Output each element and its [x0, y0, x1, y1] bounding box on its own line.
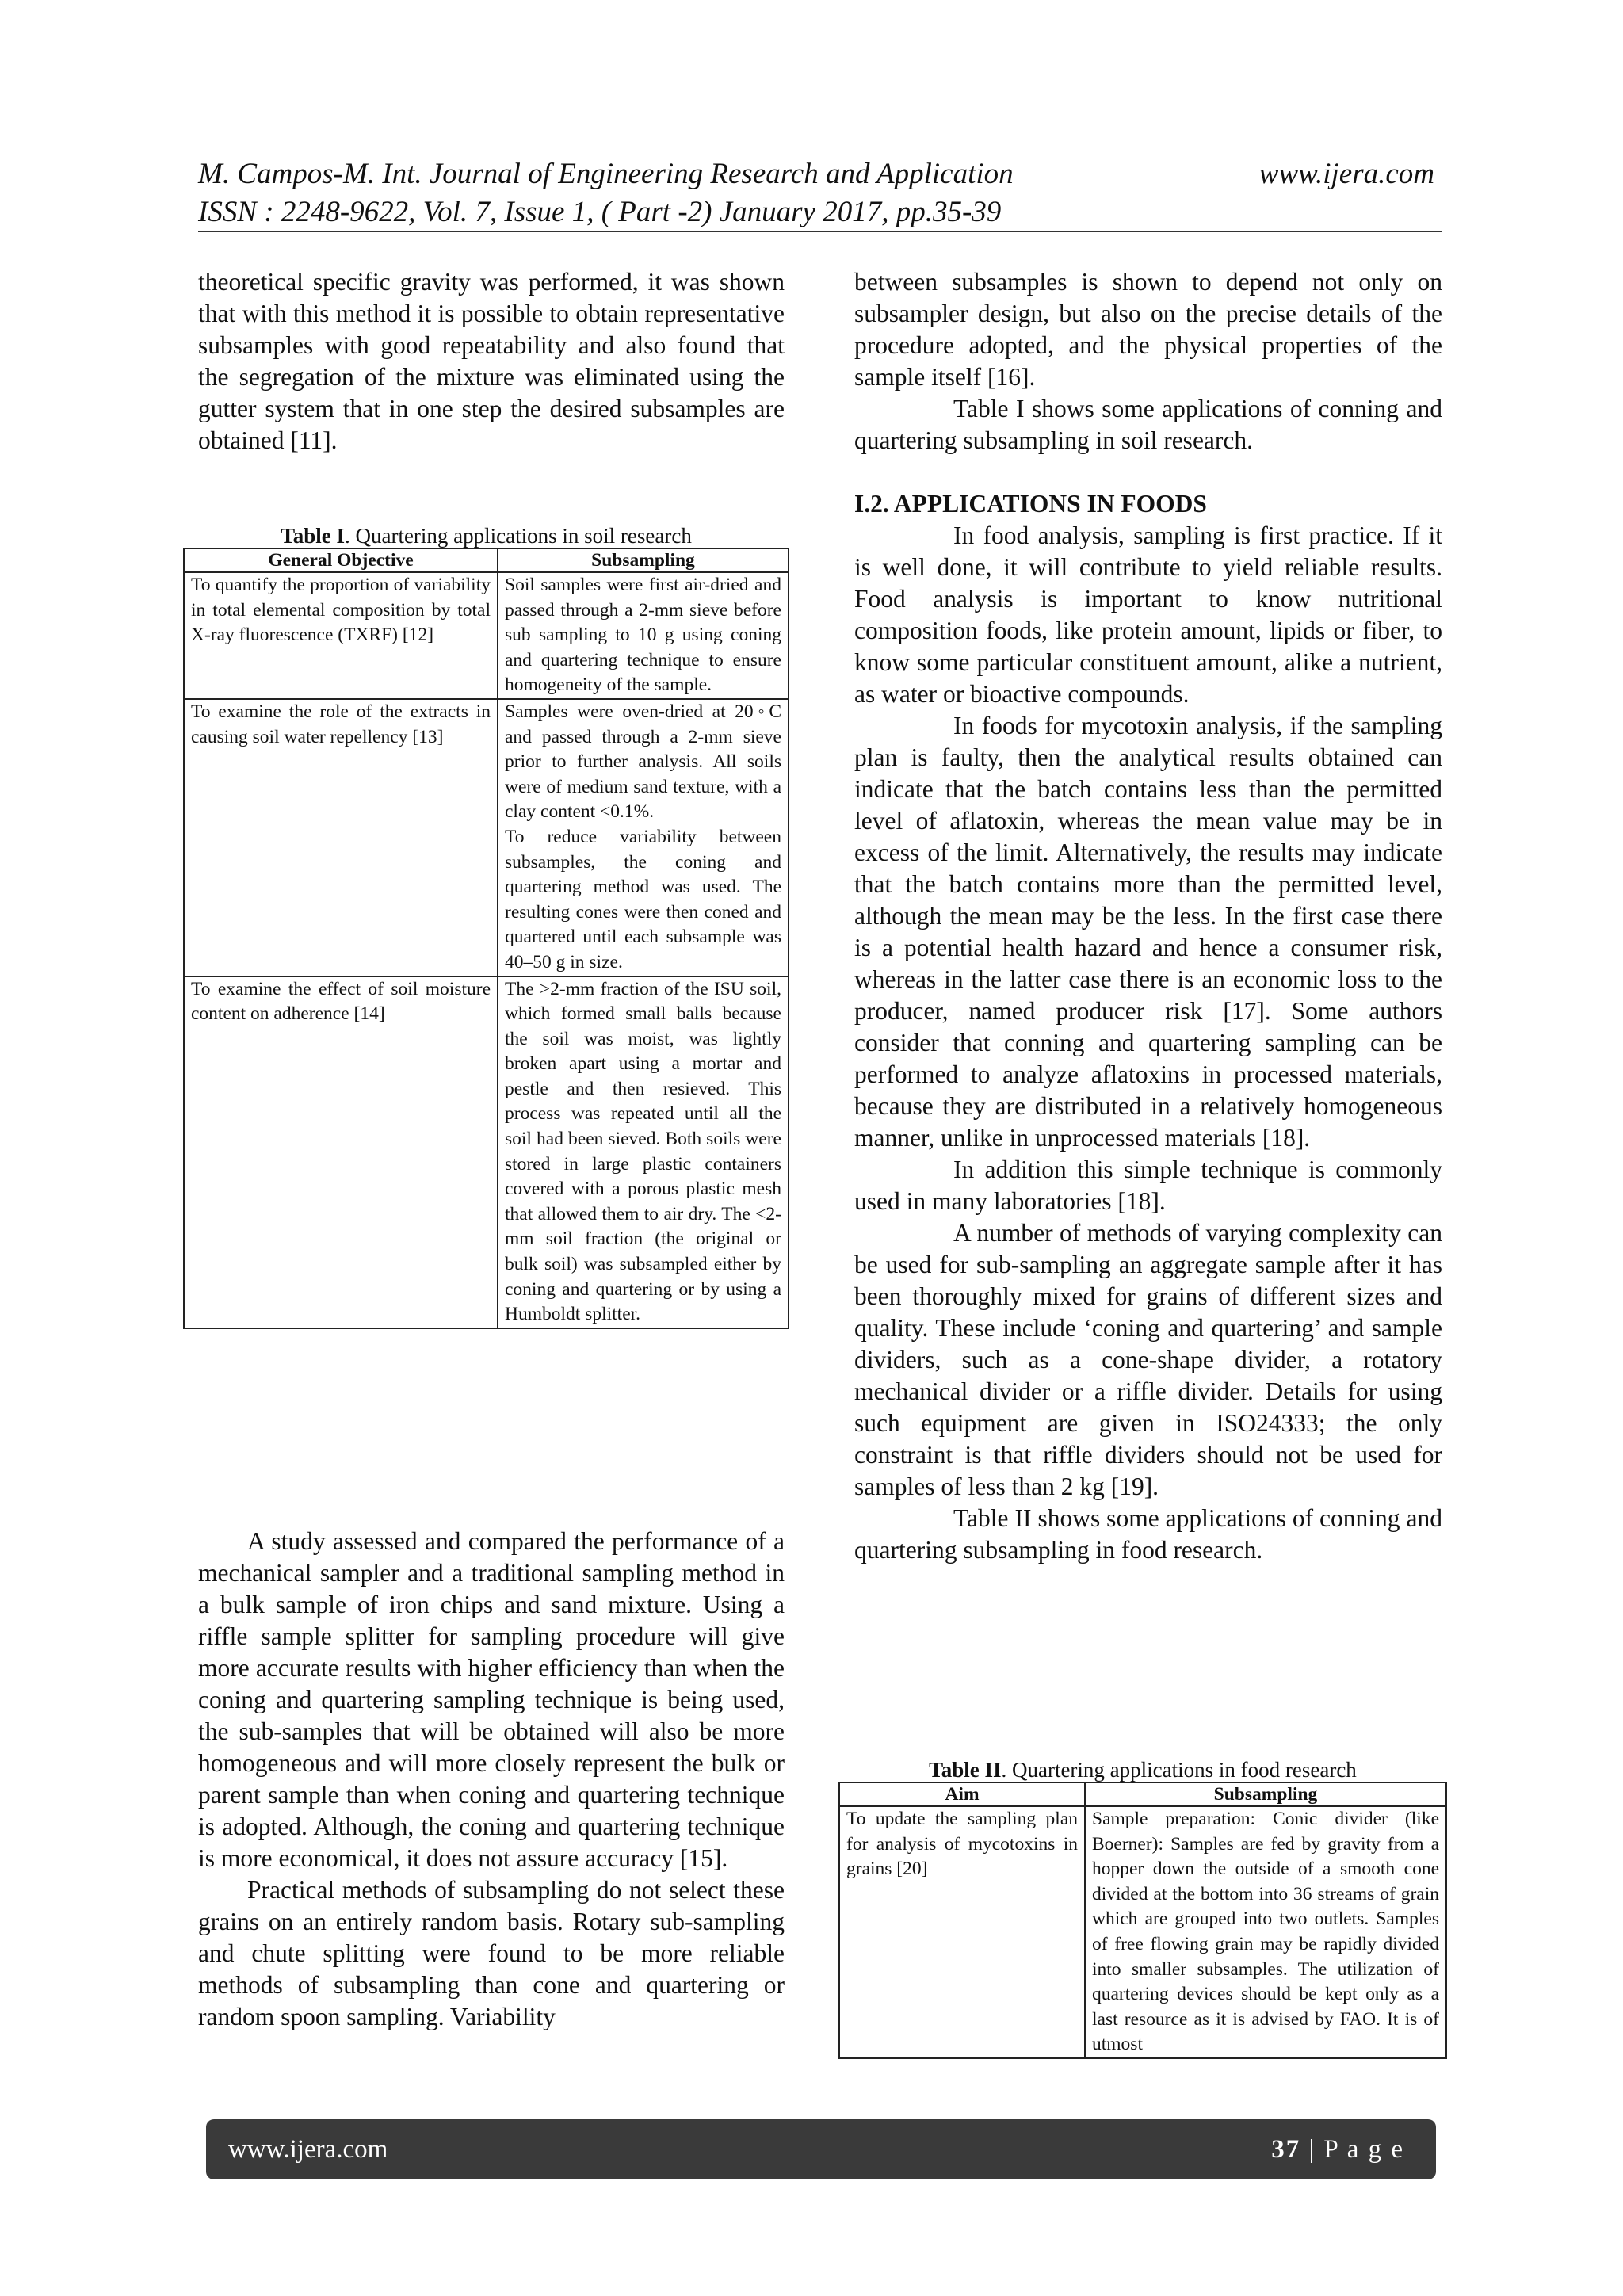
- table-cell-subsampling: The >2-mm fraction of the ISU soil, which formed small balls because the soil was moist, was lightly broken apart using a mortar and pestle and then resieved. This process was repeated until all the soil had been sieved. Both soils were stored in large plastic containers covered with a porous plastic mesh that allowed them to air dry. The <2-mm soil fraction (the original or bulk soil) was subsampled either by coning and quartering or by using a Humboldt splitter.: [498, 976, 789, 1328]
- paragraph: Practical methods of subsampling do not select these grains on an entirely random basis. Rotary sub-sampling and chute splitting were found to be more reliable methods of subsampling than cone and quartering or random spoon sampling. Variability: [198, 1876, 785, 2030]
- header-divider: [198, 231, 1442, 232]
- paragraph: theoretical specific gravity was performed, it was shown that with this method it is possible to obtain representative subsamples with good repeatability and also found that the segregation of the mixture was eliminated using the gutter system that in one step the desired subsamples are obtained [11].: [198, 268, 785, 454]
- table-1-title: . Quartering applications in soil research: [344, 524, 692, 548]
- left-column: [198, 266, 785, 457]
- paragraph: In food analysis, sampling is first practice. If it is well done, it will contribute to yield reliable results. Food analysis is important to know nutritional composition foods, like protein amount, lipids or fiber, to know some particular constituent amount, alike a nutrient, as water or bioactive compounds.: [854, 521, 1442, 708]
- issn-info: ISSN : 2248-9622, Vol. 7, Issue 1, ( Part -2) January 2017, pp.35-39: [198, 196, 1002, 228]
- table-cell-objective: To quantify the proportion of variability in total elemental composition by total X-ray fluorescence (TXRF) [12]: [184, 572, 498, 699]
- page-label: | P a g e: [1300, 2135, 1404, 2164]
- journal-citation: M. Campos-M. Int. Journal of Engineering Research and Application: [198, 158, 1014, 190]
- running-header: [198, 155, 1434, 231]
- right-column: [854, 266, 1442, 1566]
- table-1-grid: [183, 548, 789, 1329]
- journal-website[interactable]: www.ijera.com: [1258, 158, 1434, 190]
- column-header-aim: Aim: [839, 1782, 1085, 1806]
- header-line-1: [198, 155, 1434, 193]
- table-cell-objective: To examine the role of the extracts in causing soil water repellency [13]: [184, 699, 498, 976]
- paragraph: Table I shows some applications of conning and quartering subsampling in soil research.: [854, 395, 1442, 454]
- table-1-label: Table I: [281, 524, 345, 548]
- column-header-subsampling: Subsampling: [498, 548, 789, 572]
- table-cell-aim: To update the sampling plan for analysis of mycotoxins in grains [20]: [839, 1806, 1085, 2058]
- table-2-caption: [838, 1758, 1447, 1782]
- table-cell-subsampling: Sample preparation: Conic divider (like Boerner): Samples are fed by gravity from a hopper down the outside of a smooth cone divided at the bottom into 36 streams of grain which are grouped into two outlets. Samples of free flowing grain may be rapidly divided into smaller subsamples. The utilization of quartering devices should be kept only as a last resource as it is advised by FAO. It is of utmost: [1085, 1806, 1446, 2058]
- table-row: [184, 699, 789, 976]
- table-row: [184, 976, 789, 1328]
- paragraph: Table II shows some applications of conning and quartering subsampling in food research.: [854, 1504, 1442, 1564]
- paragraph: A study assessed and compared the performance of a mechanical sampler and a traditional sampling method in a bulk sample of iron chips and sand mixture. Using a riffle sample splitter for sampling procedure will give more accurate results with higher efficiency than when the coning and quartering sampling technique is being used, the sub-samples that will be obtained will also be more homogeneous and will more closely represent the bulk or parent sample than when coning and quartering technique is adopted. Although, the coning and quartering technique is more economical, it does not assure accuracy [15].: [198, 1527, 785, 1872]
- table-cell-subsampling: Soil samples were first air-dried and passed through a 2-mm sieve before sub sampling to 10 g using coning and quartering technique to ensure homogeneity of the sample.: [498, 572, 789, 699]
- column-header-objective: General Objective: [184, 548, 498, 572]
- page-number: [1271, 2119, 1404, 2179]
- left-column-lower: [198, 1526, 785, 2033]
- table-1: [183, 524, 789, 1329]
- paragraph: In addition this simple technique is commonly used in many laboratories [18].: [854, 1156, 1442, 1215]
- paragraph: A number of methods of varying complexity can be used for sub-sampling an aggregate sample after it has been thoroughly mixed for grains of different sizes and quality. These include ‘coning and quartering’ and sample dividers, such as a cone-shape divider, a rotatory mechanical divider or a riffle divider. Details for using such equipment are given in ISO24333; the only constraint is that riffle dividers should not be used for samples of less than 2 kg [19].: [854, 1219, 1442, 1500]
- table-header-row: [184, 548, 789, 572]
- table-header-row: [839, 1782, 1446, 1806]
- paragraph: between subsamples is shown to depend not only on subsampler design, but also on the precise details of the procedure adopted, and the physical properties of the sample itself [16].: [854, 268, 1442, 391]
- table-row: [184, 572, 789, 699]
- table-2-grid: [838, 1782, 1447, 2059]
- table-cell-objective: To examine the effect of soil moisture content on adherence [14]: [184, 976, 498, 1328]
- cell-paragraph: To reduce variability between subsamples, the coning and quartering method was used. The resulting cones were then coned and quartered until each subsample was 40–50 g in size.: [505, 826, 781, 972]
- table-1-caption: [183, 524, 789, 548]
- footer-website[interactable]: www.ijera.com: [228, 2135, 388, 2164]
- page-number-value: 37: [1271, 2135, 1301, 2164]
- table-row: [839, 1806, 1446, 2058]
- column-header-subsampling: Subsampling: [1085, 1782, 1446, 1806]
- cell-paragraph: Samples were oven-dried at 20◦C and passed through a 2-mm sieve prior to further analysis. All soils were of medium sand texture, with a clay content <0.1%.: [505, 701, 781, 823]
- section-heading: I.2. APPLICATIONS IN FOODS: [854, 490, 1207, 518]
- page-footer: [206, 2119, 1436, 2179]
- table-cell-subsampling: [498, 699, 789, 976]
- header-line-2: [198, 193, 1434, 231]
- table-2: [838, 1758, 1447, 2059]
- spacer: [854, 457, 1442, 488]
- table-2-label: Table II: [929, 1758, 1002, 1782]
- table-2-title: . Quartering applications in food research: [1001, 1758, 1357, 1782]
- paragraph: In foods for mycotoxin analysis, if the sampling plan is faulty, then the analytical results obtained can indicate that the batch contains less than the permitted level of aflatoxin, whereas the mean value may be in excess of the limit. Alternatively, the results may indicate that the batch contains more than the permitted level, although the mean may be the less. In the first case there is a potential health hazard and hence a consumer risk, whereas in the latter case there is an economic loss to the producer, named producer risk [17]. Some authors consider that conning and quartering sampling can be performed to analyze aflatoxins in processed materials, because they are distributed in a relatively homogeneous manner, unlike in unprocessed materials [18].: [854, 712, 1442, 1152]
